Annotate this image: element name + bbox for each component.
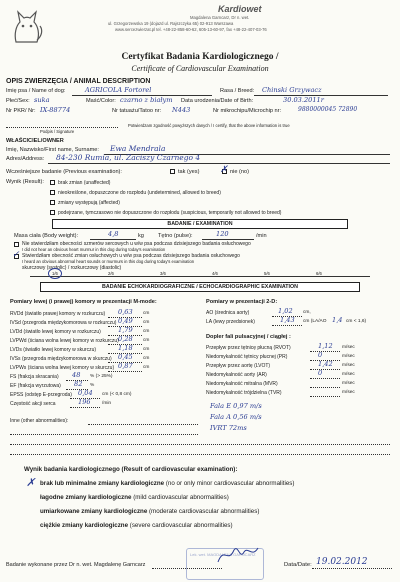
owner-name-value: Ewa Mendrala: [110, 144, 166, 153]
microchip-value: 9880000045 72890: [298, 106, 358, 113]
previous-no-label: nie (no): [230, 169, 249, 175]
murmur-none-label: Nie stwierdziłam obecności szmerów sercowych u w/w psa podczas dzisiejszego badania osłuchowego: [22, 241, 251, 247]
murmur-present-en: I heard an obvious abnormal heart sounds or murmurs in this dog during today's examination: [22, 259, 195, 264]
mmode-title: Pomiary lewej (i prawej) komory w prezentacji M-mode:: [10, 299, 157, 305]
breed-label: Rasa / Breed:: [220, 88, 255, 94]
date-value: 19.02.2012: [316, 557, 368, 567]
weight-unit: kg: [138, 233, 144, 239]
confirm-note: Potwierdzam zgodność powyższych danych / I certify, that the above information is true: [128, 123, 290, 128]
grade-4[interactable]: 4/6: [212, 271, 218, 276]
echo-bar: BADANIE ECHOKARDIOGRAFICZNE / ECHOCARDIOGRAPHIC EXAMINATION: [40, 282, 360, 292]
grade-3[interactable]: 3/6: [160, 271, 166, 276]
final-option-2[interactable]: łagodne zmiany kardiologiczne (mild cardiovascular abnormalities): [40, 494, 229, 501]
grade-1[interactable]: 1/6: [52, 271, 58, 276]
signature-label: Podpis / Signature: [40, 129, 75, 134]
dob-value: 30.03.2011r: [283, 96, 324, 104]
result-undetermined-checkbox[interactable]: [50, 190, 55, 195]
final-check-mark-icon: ✗: [26, 476, 36, 489]
final-result-title: [24, 466, 237, 473]
pedigree-label: Nr PKR/ Nr:: [6, 108, 36, 114]
cat-logo-icon: [10, 6, 44, 46]
date-label: Data/Date:: [284, 562, 312, 568]
sex-value: suka: [34, 96, 50, 104]
color-value: czarno z białym: [120, 96, 173, 104]
brand-address: ul. Grzegorzewska 19 (dojazd ul. Rajszczyka 65) 02-913 Warszawa: [108, 21, 234, 26]
color-label: Maść/Color:: [86, 98, 116, 104]
brand-owner: Magdalena Garncarz, Dr n. wet.: [190, 15, 250, 20]
result-suspicious-label: podejrzane, tymczasowo nie dopuszczone do rozpłodu (suspicious, temporarily not allowed to breed): [58, 210, 282, 216]
stamp-text: Lek. wet. MAGDALENA GARNCARZ: [190, 552, 256, 557]
owner-address-label: Adres/Address:: [6, 156, 45, 162]
extra-wave-a: Fala A 0,56 m/s: [210, 413, 262, 421]
pulse-value: 120: [216, 230, 229, 238]
extra-wave-e: Fala E 0,97 m/s: [210, 402, 262, 410]
certificate-subtitle: Certificate of Cardiovascular Examination: [131, 64, 269, 73]
doppler-title: Dopler fali pulsacyjnej / ciągłej :: [206, 334, 291, 340]
brand-contact: www.sercezwierzat.pl tel. +48-22-858-60-62, 605-13-60-97, fax +48-22-407-03-76: [115, 27, 267, 32]
other-label: Inne (other abnormalities):: [10, 418, 69, 424]
murmur-type-label: skurczowy (systolic) / rozkurczowy (diastolic): [22, 265, 122, 271]
final-result-title-text: Wynik badania kardiologicznego (Result of cardiovascular examination):: [24, 466, 238, 473]
previous-yes-label: tak (yes): [178, 169, 200, 175]
grade-6[interactable]: 6/6: [316, 271, 322, 276]
weight-value: 4,8: [108, 230, 119, 238]
result-unaffected-checkbox[interactable]: [50, 180, 55, 185]
previous-exam-label: Wcześniejsze badanie (Previous examination):: [6, 169, 122, 175]
result-affected-checkbox[interactable]: [50, 200, 55, 205]
murmur-present-label: Stwierdziłam obecność zmian osłuchowych u w/w psa podczas dzisiejszego badania osłuchowego: [22, 253, 240, 259]
result-affected-label: zmiany występują (affected): [58, 200, 120, 206]
previous-yes-checkbox[interactable]: [170, 169, 175, 174]
tattoo-label: Nr tatuażu/Tatoo nr:: [112, 108, 162, 114]
breed-value: Chinski Grzywacz: [262, 86, 322, 94]
dog-name-label: Imię psa / Name of dog:: [6, 88, 66, 94]
result-label: Wynik (Result):: [6, 179, 44, 185]
pulse-label: Tętno (pulse):: [158, 233, 193, 239]
performed-by: Badanie wykonane przez Dr n. wet. Magdalenę Garncarz: [6, 562, 146, 568]
brand-name: Kardiowet: [218, 4, 262, 14]
murmur-present-mark-icon: ✓: [12, 250, 20, 260]
twod-title: Pomiary w prezentacji 2-D:: [206, 299, 278, 305]
pedigree-value: IX-88774: [40, 106, 71, 114]
examination-bar: BADANIE / EXAMINATION: [52, 219, 348, 229]
result-suspicious-checkbox[interactable]: [50, 210, 55, 215]
owner-section-label: WŁAŚCICIEL/OWNER: [6, 138, 64, 144]
extra-ivrt: IVRT 72ms: [210, 424, 247, 432]
result-unaffected-label: brak zmian (unaffected): [58, 180, 111, 186]
owner-address-value: 84-230 Rumia, ul. Zaciszy Czarnego 4: [56, 153, 201, 162]
certificate-title: Certyfikat Badania Kardiologicznego /: [121, 52, 279, 62]
result-undetermined-label: nieokreślone, dopuszczone do rozpłodu (undetermined, allowed to breed): [58, 190, 221, 196]
grade-2[interactable]: 2/6: [108, 271, 114, 276]
dob-label: Data urodzenia/Date of Birth:: [181, 98, 254, 104]
animal-section-label: OPIS ZWIERZĘCIA / ANIMAL DESCRIPTION: [6, 78, 151, 85]
weight-label: Masa ciała (Body weight):: [14, 233, 79, 239]
dog-name-value: AGRICOLA Fortorel: [85, 86, 152, 94]
owner-name-label: Imię, Nazwisko/First name, Surname:: [6, 147, 99, 153]
previous-no-mark-icon: ✗: [220, 165, 228, 175]
murmur-none-en: I did not hear an obvious heart murmur in this dog during today's examination: [22, 247, 166, 252]
sex-label: Płeć/Sex:: [6, 98, 30, 104]
final-option-3[interactable]: umiarkowane zmiany kardiologiczne (moderate cardiovascular abnormalities): [40, 508, 260, 515]
final-option-1[interactable]: brak lub minimalne zmiany kardiologiczne (no or only minor cardiovascular abnormalities): [40, 480, 295, 487]
final-option-4[interactable]: ciężkie zmiany kardiologiczne (severe cardiovascular abnormalities): [40, 522, 233, 529]
tattoo-value: N443: [172, 106, 191, 114]
grade-5[interactable]: 5/6: [264, 271, 270, 276]
pulse-unit: /min: [256, 233, 267, 239]
murmur-none-checkbox[interactable]: [14, 242, 19, 247]
microchip-label: Nr mikrochipu/Microchip nr:: [213, 108, 282, 114]
signature-scribble-icon: [216, 542, 260, 568]
